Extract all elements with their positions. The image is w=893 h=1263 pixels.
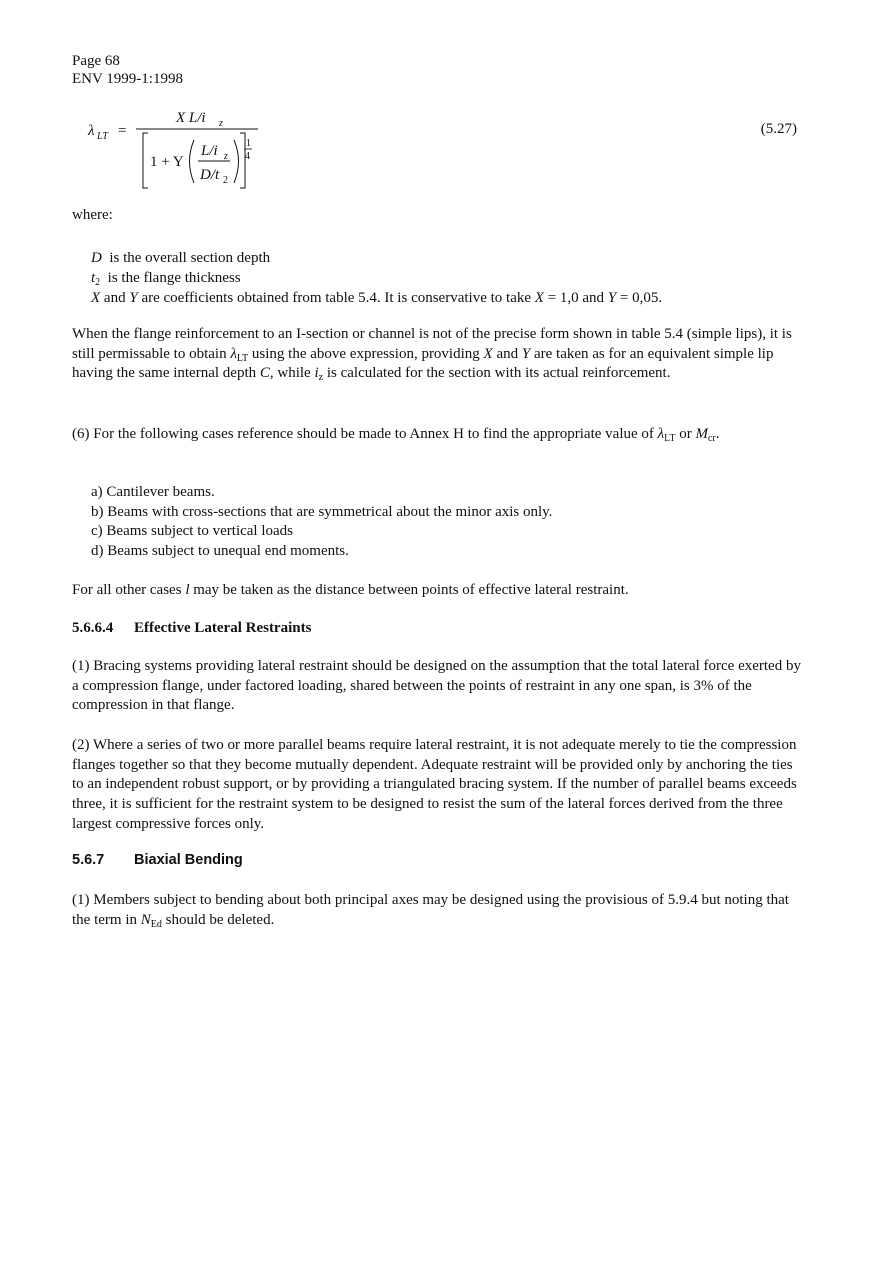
section-heading-5-6-7: 5.6.7 Biaxial Bending [72, 852, 243, 868]
definition-t2: $t_2$ is the flange thickness [91, 270, 241, 288]
formula-numerator: X L/i [176, 110, 206, 126]
case-item: b) Beams with cross-sections that are symmetrical about the minor axis only. [91, 503, 553, 520]
formula-one-plus-y: 1 + Y [150, 154, 184, 170]
paragraph-flange-reinforcement: When the flange reinforcement to an I-section or channel is not of the precise form shown in table 5.4 (simple lips), it is still permissable to obtain $\lambda_{LT}$ using the above expression, providing X and Y are taken as for an equivalent simple lip having the same internal depth C, while $i_z$ is calculated for the section with its actual reinforcement. [72, 326, 792, 384]
paragraph-annex-h: (6) For the following cases reference should be made to Annex H to find the appropriate value of $\lambda_{LT}$ or $M_{cr}$. [72, 426, 720, 444]
formula-lambda: λ [88, 123, 95, 139]
formula-lambda-sub: LT [97, 131, 108, 142]
formula-left-paren [190, 140, 195, 183]
formula-graphic [88, 104, 348, 196]
case-item: a) Cantilever beams. [91, 484, 215, 500]
formula-numerator-sub: z [219, 118, 223, 129]
equation-number: (5.27) [760, 121, 797, 137]
where-label: where: [72, 207, 113, 223]
page-number: Page 68 [72, 53, 120, 69]
cases-list [91, 483, 552, 561]
section-heading-5-6-6-4: 5.6.6.4 Effective Lateral Restraints [72, 620, 312, 636]
formula-exponent-denominator: 4 [245, 151, 250, 162]
formula-inner-numerator-sub: z [224, 151, 228, 162]
formula-inner-numerator: L/i [201, 143, 218, 159]
definition-x-y: X and Y are coefficients obtained from table 5.4. It is conservative to take X = 1,0 and Y = 0,05. [91, 290, 663, 306]
formula-exponent-numerator: 1 [246, 138, 251, 149]
formula-equals: = [118, 123, 127, 139]
formula-inner-denominator: D/t [200, 167, 220, 183]
paragraph-biaxial-bending: (1) Members subject to bending about both principal axes may be designed using the provisious of 5.9.4 but noting that the term in $N_{Ed}$ should be deleted. [72, 892, 789, 930]
case-item: d) Beams subject to unequal end moments. [91, 542, 349, 559]
formula-right-paren [234, 140, 239, 183]
where-definitions [91, 248, 662, 308]
definition-d: D is the overall section depth [91, 250, 271, 266]
standard-reference: ENV 1999-1:1998 [72, 71, 183, 87]
formula-left-bracket [143, 133, 148, 188]
case-item: c) Beams subject to vertical loads [91, 523, 294, 539]
formula-inner-denominator-sub: 2 [223, 175, 228, 186]
paragraph-other-cases: For all other cases l may be taken as the distance between points of effective lateral restraint. [72, 582, 629, 598]
paragraph-bracing-systems: (1) Bracing systems providing lateral restraint should be designed on the assumption that the total lateral force exerted by a compression flange, under factored loading, shared between the points of restraint in any one span, is 3% of the compression in that flange. [72, 658, 801, 714]
paragraph-parallel-beams: (2) Where a series of two or more parallel beams require lateral restraint, it is not adequate merely to tie the compression flanges together so that they become mutually dependent. Adequate restraint will be provided only by anchoring the ties to an independent robust support, or by providing a triangulated bracing system. If the number of parallel beams exceeds three, it is sufficient for the restraint system to be designed to resist the sum of the lateral forces derived from the three largest compressive forces only. [72, 737, 797, 832]
formula-5-27 [88, 104, 808, 196]
